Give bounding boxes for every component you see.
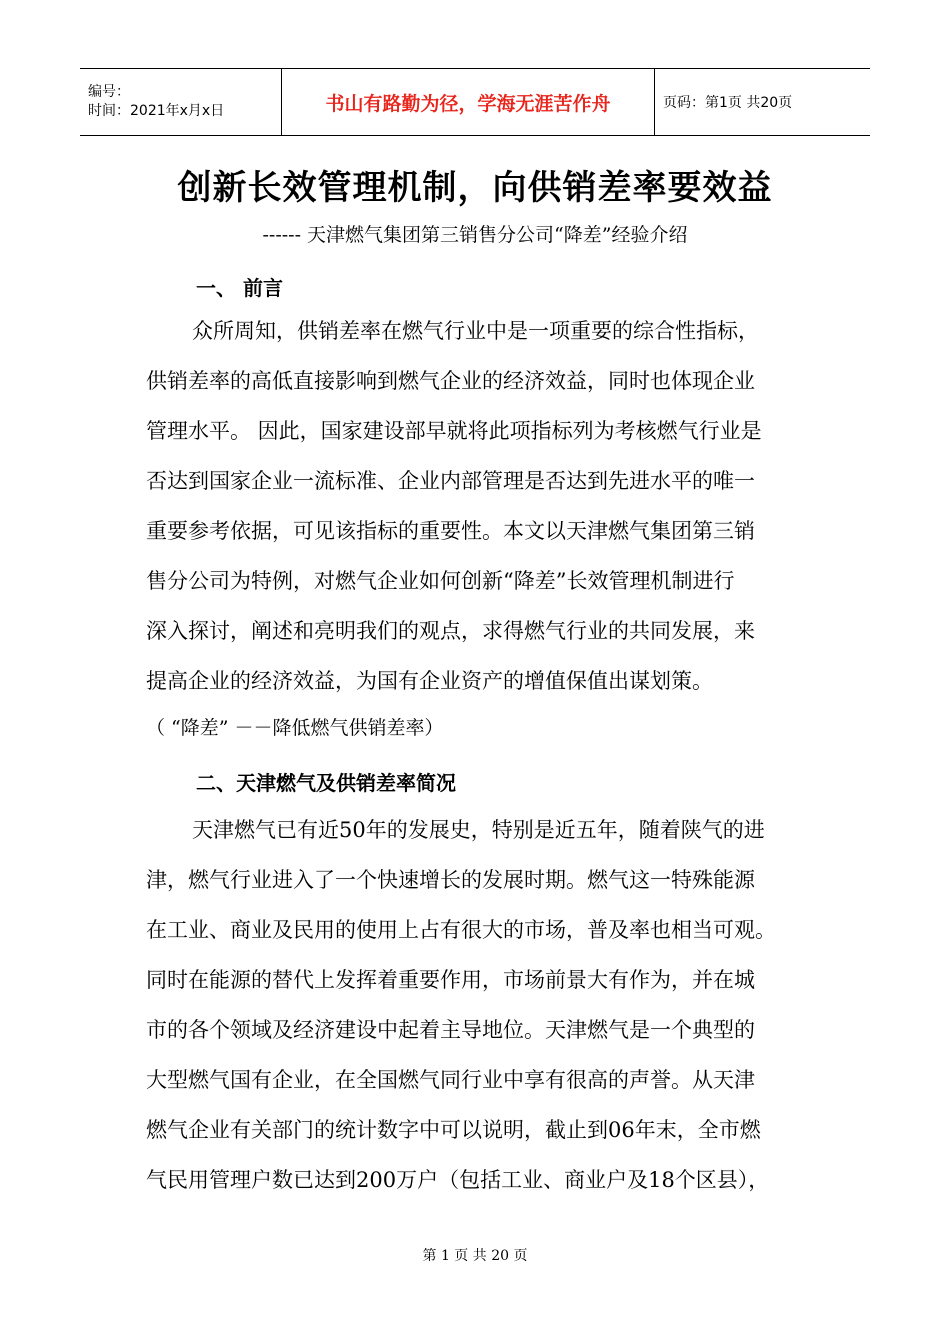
page-footer: 第 1 页 共 20 页 [422, 1248, 528, 1264]
paragraph-line: 在工业、商业及民用的使用上占有很大的市场，普及率也相当可观。 [146, 918, 776, 942]
paragraph-line: 市的各个领域及经济建设中起着主导地位。天津燃气是一个典型的 [146, 1018, 755, 1042]
section-heading-overview: 二、天津燃气及供销差率简况 [196, 771, 456, 795]
paragraph-line: 众所周知，供销差率在燃气行业中是一项重要的综合性指标， [192, 319, 759, 343]
paragraph-line: 管理水平。 因此，国家建设部早就将此项指标列为考核燃气行业是 [146, 419, 762, 443]
section-heading-preface: 一、 前言 [196, 276, 283, 300]
section-body-preface [146, 306, 826, 750]
paragraph-line: 天津燃气已有近50年的发展史，特别是近五年，随着陕气的进 [192, 818, 765, 842]
note-line: （ “降差” －－降低燃气供销差率） [146, 717, 444, 739]
document-date: 时间：2021年x月x日 [88, 103, 225, 119]
paragraph-line: 大型燃气国有企业，在全国燃气同行业中享有很高的声誉。从天津 [146, 1068, 755, 1092]
paragraph-line: 气民用管理户数已达到200万户（包括工业、商业户及18个区县）， [146, 1168, 770, 1192]
header-meta [80, 69, 282, 136]
paragraph-line: 燃气企业有关部门的统计数字中可以说明，截止到06年末，全市燃 [146, 1118, 761, 1142]
paragraph-line: 售分公司为特例，对燃气企业如何创新“降差”长效管理机制进行 [146, 569, 735, 593]
paragraph-line: 否达到国家企业一流标准、企业内部管理是否达到先进水平的唯一 [146, 469, 755, 493]
header-page-number: 页码：第1页 共20页 [655, 69, 871, 136]
paragraph-line: 深入探讨，阐述和亮明我们的观点，求得燃气行业的共同发展，来 [146, 619, 755, 643]
paragraph-line: 重要参考依据，可见该指标的重要性。本文以天津燃气集团第三销 [146, 519, 755, 543]
page-header [80, 68, 870, 136]
paragraph-line: 津，燃气行业进入了一个快速增长的发展时期。燃气这一特殊能源 [146, 868, 755, 892]
section-body-overview [146, 805, 826, 1205]
document-number: 编号： [88, 84, 130, 100]
paragraph-line: 同时在能源的替代上发挥着重要作用，市场前景大有作为，并在城 [146, 968, 755, 992]
paragraph-line: 供销差率的高低直接影响到燃气企业的经济效益，同时也体现企业 [146, 369, 755, 393]
document-title: 创新长效管理机制，向供销差率要效益 [177, 168, 773, 208]
document-subtitle: ------ 天津燃气集团第三销售分公司“降差”经验介绍 [262, 224, 688, 246]
paragraph-line: 提高企业的经济效益，为国有企业资产的增值保值出谋划策。 [146, 669, 713, 693]
header-motto: 书山有路勤为径，学海无涯苦作舟 [282, 69, 655, 136]
